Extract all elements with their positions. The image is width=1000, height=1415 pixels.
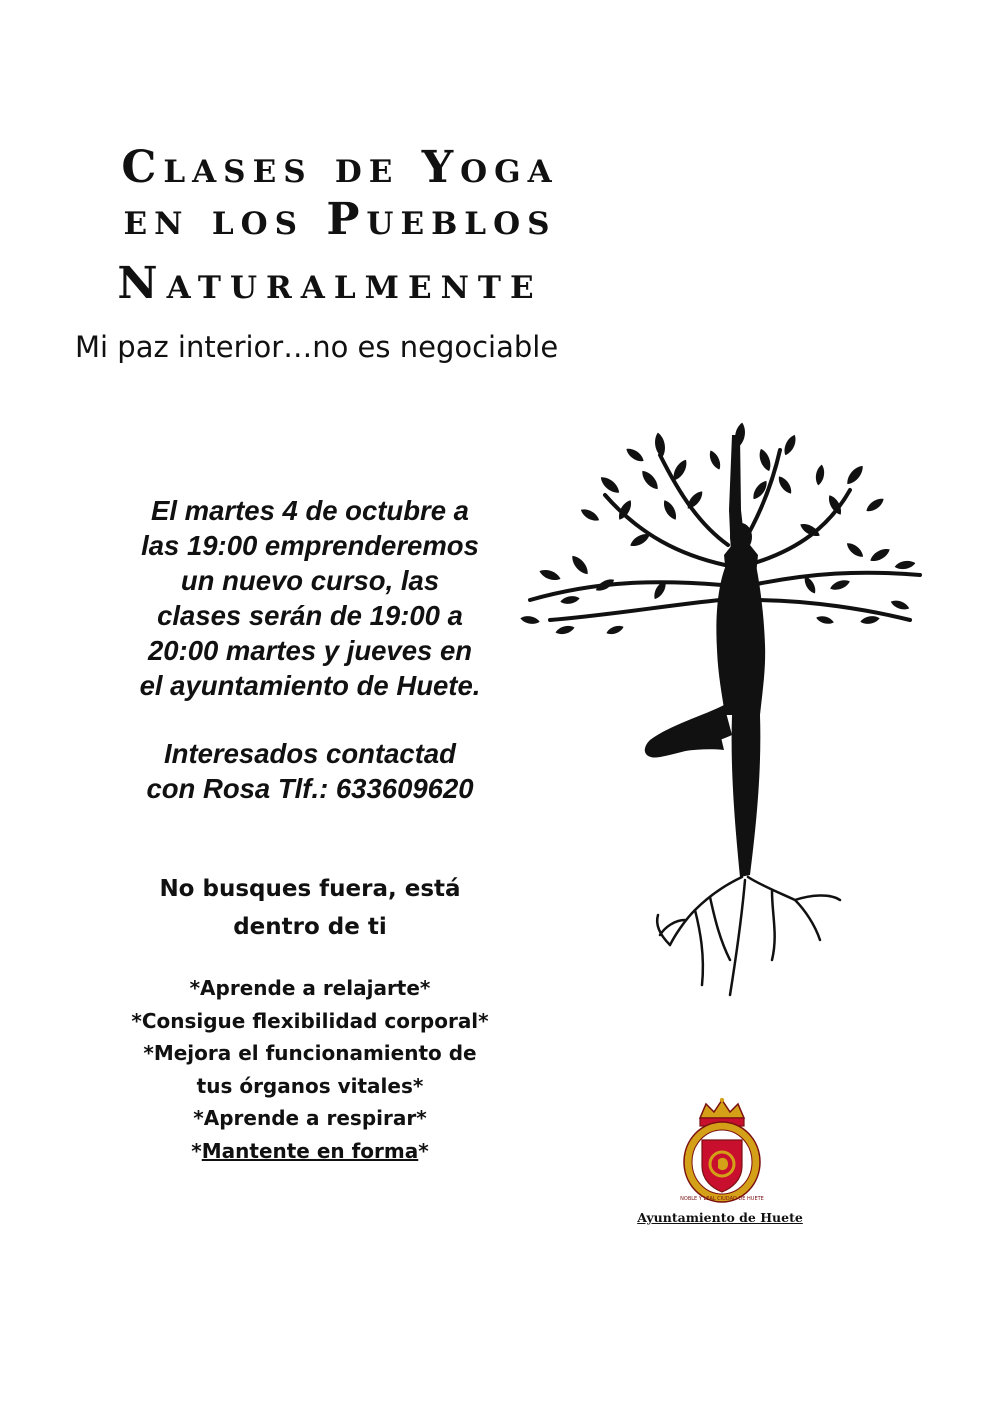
benefit-underlined: Mantente en forma bbox=[201, 1138, 419, 1163]
contact-line: Interesados contactad bbox=[164, 738, 456, 769]
quote-line: dentro de ti bbox=[233, 914, 387, 940]
benefit-item: *Aprende a relajarte* bbox=[189, 976, 431, 1000]
announcement-line: el ayuntamiento de Huete. bbox=[139, 670, 481, 701]
yoga-tree-illustration bbox=[510, 415, 930, 1030]
title-line-3: Naturalmente bbox=[117, 258, 543, 309]
subtitle: Mi paz interior…no es negociable bbox=[75, 330, 559, 364]
contact-line: con Rosa Tlf.: 633609620 bbox=[146, 773, 474, 804]
benefit-suffix: * bbox=[418, 1138, 429, 1163]
quote-line: No busques fuera, está bbox=[159, 876, 461, 902]
announcement-line: clases serán de 19:00 a bbox=[157, 600, 463, 631]
benefit-item: tus órganos vitales* bbox=[196, 1073, 424, 1098]
crest-caption: Ayuntamiento de Huete bbox=[637, 1210, 803, 1225]
benefit-item: *Consigue flexibilidad corporal* bbox=[131, 1008, 489, 1033]
title-line-1: Clases de Yoga bbox=[121, 142, 559, 193]
announcement-line: 20:00 martes y jueves en bbox=[147, 635, 473, 666]
announcement bbox=[95, 493, 525, 703]
announcement-line: un nuevo curso, las bbox=[180, 565, 440, 596]
title-line-2: en los Pueblos bbox=[123, 194, 557, 245]
benefit-item: *Mejora el funcionamiento de bbox=[143, 1041, 477, 1065]
benefits-list bbox=[90, 972, 530, 1167]
crest-motto: NOBLE Y LEAL CIUDAD DE HUETE bbox=[680, 1196, 764, 1202]
benefit-item: *Aprende a respirar* bbox=[193, 1106, 427, 1130]
contact-info bbox=[95, 736, 525, 806]
huete-coat-of-arms bbox=[672, 1098, 772, 1206]
quote bbox=[110, 870, 510, 946]
benefit-item-last bbox=[90, 1135, 530, 1168]
announcement-line: El martes 4 de octubre a bbox=[151, 495, 469, 526]
announcement-line: las 19:00 emprenderemos bbox=[141, 530, 479, 561]
benefit-prefix: * bbox=[191, 1138, 202, 1163]
